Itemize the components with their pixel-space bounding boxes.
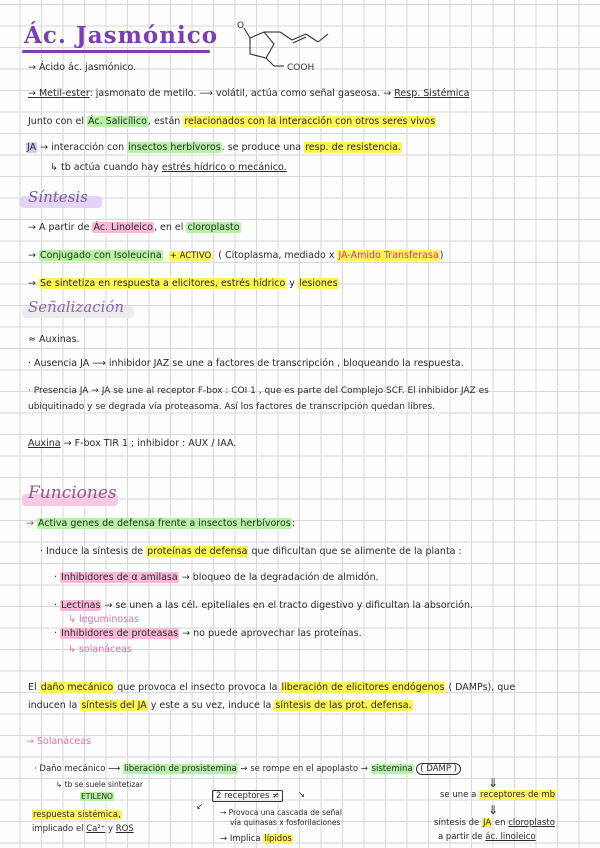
senalizacion-heading: Señalización bbox=[28, 298, 125, 316]
solanaceas-d9: se une a receptores de mb bbox=[440, 790, 556, 800]
title-underline bbox=[22, 50, 210, 53]
senalizacion-line-2: · Ausencia JA ⟶ inhibidor JAZ se une a factores de transcripción , bloqueando la respuesta. bbox=[28, 358, 464, 369]
funciones-line-3: · Inhibidores de α amilasa → bloqueo de la degradación de almidón. bbox=[54, 572, 379, 583]
senalizacion-line-4: Auxina → F-box TIR 1 ; inhibidor : AUX / IAA. bbox=[28, 438, 237, 449]
solanaceas-d10: ⇓ bbox=[488, 803, 499, 817]
senalizacion-line-3a: · Presencia JA → JA se une al receptor F-box : COI 1 , que es parte del Complejo SCF. El inhibidor JAZ es bbox=[28, 386, 489, 396]
solanaceas-d3: ETILENO bbox=[81, 792, 113, 801]
funciones-line-9: inducen la síntesis del JA y este a su vez, induce la síntesis de las prot. defensa. bbox=[28, 700, 412, 711]
funciones-line-8: El daño mecánico que provoca el insecto provoca la liberación de elicitores endógenos ( DAMPs), que bbox=[28, 682, 516, 693]
svg-text:O: O bbox=[237, 21, 245, 31]
page-title: Ác. Jasmónico bbox=[24, 22, 219, 49]
sintesis-line-2: → Conjugado con Isoleucina + ACTIVO ( Citoplasma, mediado x JA-Amido Transferasa) bbox=[28, 250, 444, 261]
solanaceas-d11: → Provoca una cascada de señal bbox=[220, 808, 342, 817]
funciones-line-7: ↳ solanáceas bbox=[68, 644, 132, 655]
solanaceas-d1: · Daño mecánico ⟶ liberación de prosistemina → se rompe en el apoplasto → sistemina ( DAMP ) bbox=[34, 764, 461, 774]
solanaceas-d12: vía quinasas x fosforilaciones bbox=[230, 818, 341, 827]
senalizacion-line-3b: ubiquitinado y se degrada vía proteasoma. Así los factores de transcripción quedan libres. bbox=[28, 402, 436, 412]
solanaceas-d16: ⇓ bbox=[488, 776, 499, 790]
solanaceas-d13: → Implica lípidos bbox=[220, 834, 292, 844]
funciones-line-4: · Lectinas → se unen a las cél. epiteliales en el tracto digestivo y dificultan la absorción. bbox=[54, 600, 474, 611]
intro-line-4: JA → interacción con insectos herbívoros. se produce una resp. de resistencia. bbox=[27, 142, 401, 153]
funciones-heading: Funciones bbox=[28, 483, 117, 503]
intro-line-2: → Metil-ester: jasmonato de metilo. ⟶ volátil, actúa como señal gaseosa. → Resp. Sistémica bbox=[28, 88, 470, 99]
sintesis-line-1: → A partir de Ác. Linoleico, en el cloroplasto bbox=[28, 222, 240, 233]
funciones-line-1: → Activa genes de defensa frente a insectos herbívoros: bbox=[26, 518, 295, 529]
sintesis-heading: Síntesis bbox=[28, 188, 88, 206]
funciones-line-2: · Induce la síntesis de proteínas de defensa que dificultan que se alimente de la planta : bbox=[40, 546, 462, 557]
solanaceas-d8: ↘ bbox=[298, 790, 306, 800]
jasmonic-acid-structure bbox=[232, 18, 362, 76]
solanaceas-d6: 2 receptores ≠ bbox=[212, 790, 283, 802]
funciones-line-6: · Inhibidores de proteasas → no puede aprovechar las proteínas. bbox=[54, 628, 362, 639]
solanaceas-d15: a partir de ác. linoleico bbox=[438, 832, 536, 842]
solanaceas-heading: → Solanáceas bbox=[26, 736, 91, 747]
intro-line-3: Junto con el Ác. Salicílico, están relacionados con la interacción con otros seres vivos bbox=[28, 116, 436, 127]
solanaceas-d7: ↙ bbox=[196, 802, 204, 812]
solanaceas-d4: respuesta sistémica, bbox=[33, 810, 121, 820]
solanaceas-d2: ↳ tb se suele sintetizar bbox=[56, 780, 143, 789]
solanaceas-d5: implicado el Ca²⁺ y ROS bbox=[32, 824, 134, 834]
cooh-label: COOH bbox=[287, 63, 315, 73]
intro-line-5: ↳ tb actúa cuando hay estrés hídrico o mecánico. bbox=[50, 162, 287, 173]
senalizacion-line-1: ≈ Auxinas. bbox=[28, 334, 80, 345]
sintesis-line-3: → Se sintetiza en respuesta a elicitores, estrés hídrico y lesiones bbox=[28, 278, 338, 289]
solanaceas-d14: síntesis de JA en cloroplasto bbox=[434, 818, 555, 828]
intro-line-1: → Ácido ác. jasmónico. bbox=[28, 62, 137, 73]
funciones-line-5: ↳ leguminosas bbox=[68, 614, 139, 625]
